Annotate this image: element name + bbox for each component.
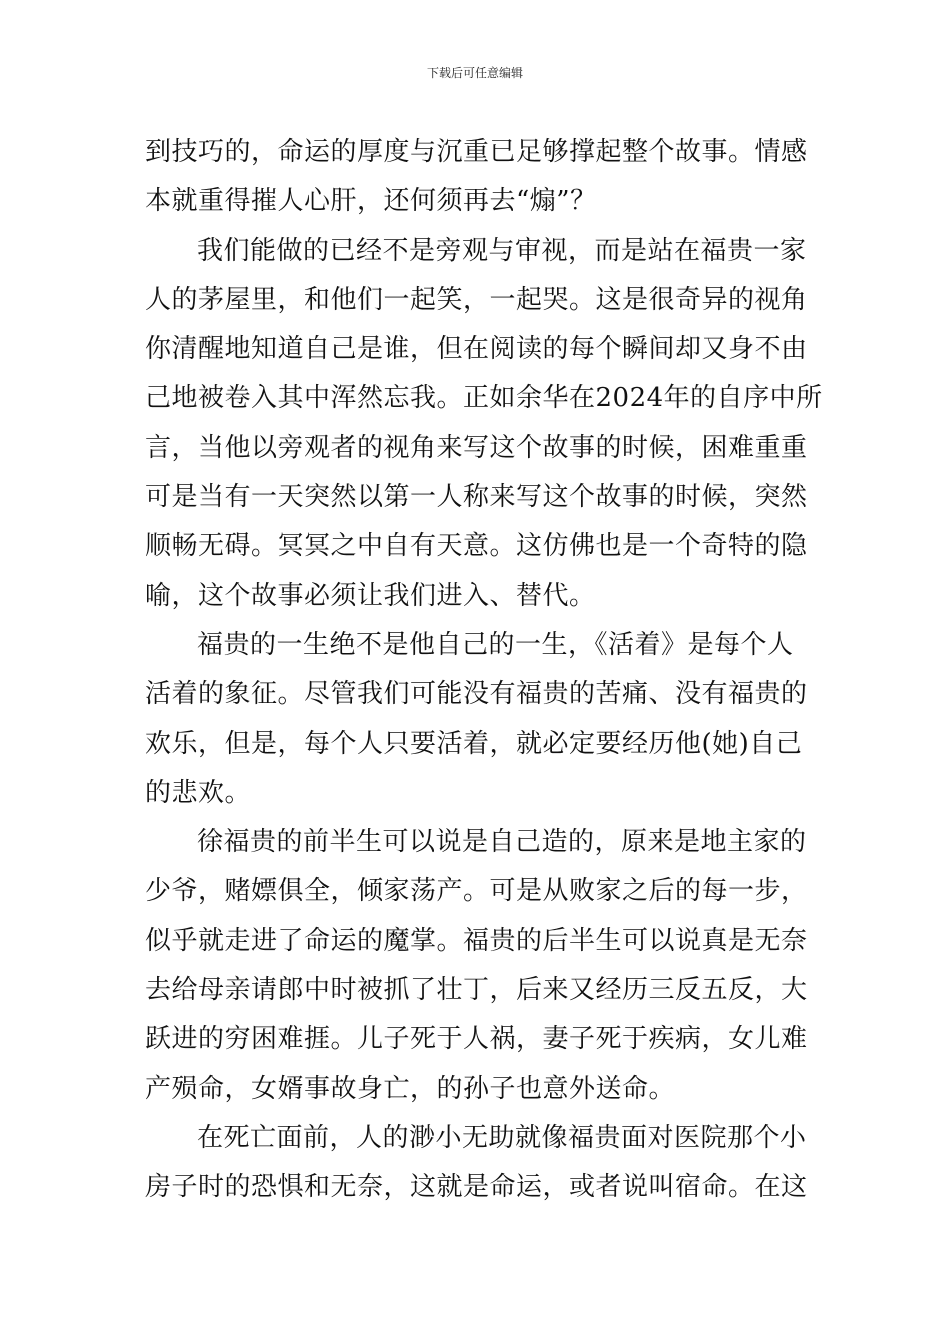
text-line: 你清醒地知道自己是谁，但在阅读的每个瞬间却又身不由 bbox=[145, 334, 808, 365]
page-header: 下载后可任意编辑 bbox=[426, 66, 523, 80]
paragraph-first-line: 在死亡面前，人的渺小无助就像福贵面对医院那个小 bbox=[197, 1122, 807, 1153]
paragraph-first-line: 福贵的一生绝不是他自己的一生，《活着》是每个人 bbox=[197, 629, 794, 660]
text-line: 欢乐，但是，每个人只要活着，就必定要经历他(她)自己 bbox=[145, 728, 803, 759]
paragraph-first-line: 徐福贵的前半生可以说是自己造的，原来是地主家的 bbox=[197, 827, 807, 858]
text-line: 本就重得摧人心肝，还何须再去“煽”？ bbox=[145, 186, 597, 217]
text-line: 言，当他以旁观者的视角来写这个故事的时候，困难重重 bbox=[145, 432, 808, 463]
paragraph-first-line: 我们能做的已经不是旁观与审视，而是站在福贵一家 bbox=[197, 235, 807, 266]
text-line: 跃进的穷困难捱。儿子死于人祸，妻子死于疾病，女儿难 bbox=[145, 1024, 808, 1055]
text-line: 似乎就走进了命运的魔掌。福贵的后半生可以说真是无奈 bbox=[145, 925, 808, 956]
text-line: 活着的象征。尽管我们可能没有福贵的苦痛、没有福贵的 bbox=[145, 679, 808, 710]
text-line: 可是当有一天突然以第一人称来写这个故事的时候，突然 bbox=[145, 482, 808, 513]
text-line: 去给母亲请郎中时被抓了壮丁，后来又经历三反五反，大 bbox=[145, 975, 808, 1006]
text-line: 喻，这个故事必须让我们进入、替代。 bbox=[145, 580, 596, 611]
text-line: 到技巧的，命运的厚度与沉重已足够撑起整个故事。情感 bbox=[145, 137, 808, 167]
text-line: 的悲欢。 bbox=[145, 777, 252, 808]
text-line: 己地被卷入其中浑然忘我。正如余华在2024年的自序中所 bbox=[145, 383, 823, 414]
text-line: 少爷，赌嫖俱全，倾家荡产。可是从败家之后的每一步， bbox=[145, 876, 808, 907]
text-line: 人的茅屋里，和他们一起笑，一起哭。这是很奇异的视角 bbox=[145, 284, 808, 315]
text-line: 产殒命，女婿事故身亡，的孙子也意外送命。 bbox=[145, 1073, 676, 1104]
text-line: 房子时的恐惧和无奈，这就是命运，或者说叫宿命。在这 bbox=[145, 1172, 808, 1203]
text-line: 顺畅无碍。冥冥之中自有天意。这仿佛也是一个奇特的隐 bbox=[145, 531, 808, 562]
body-text bbox=[145, 128, 823, 1213]
